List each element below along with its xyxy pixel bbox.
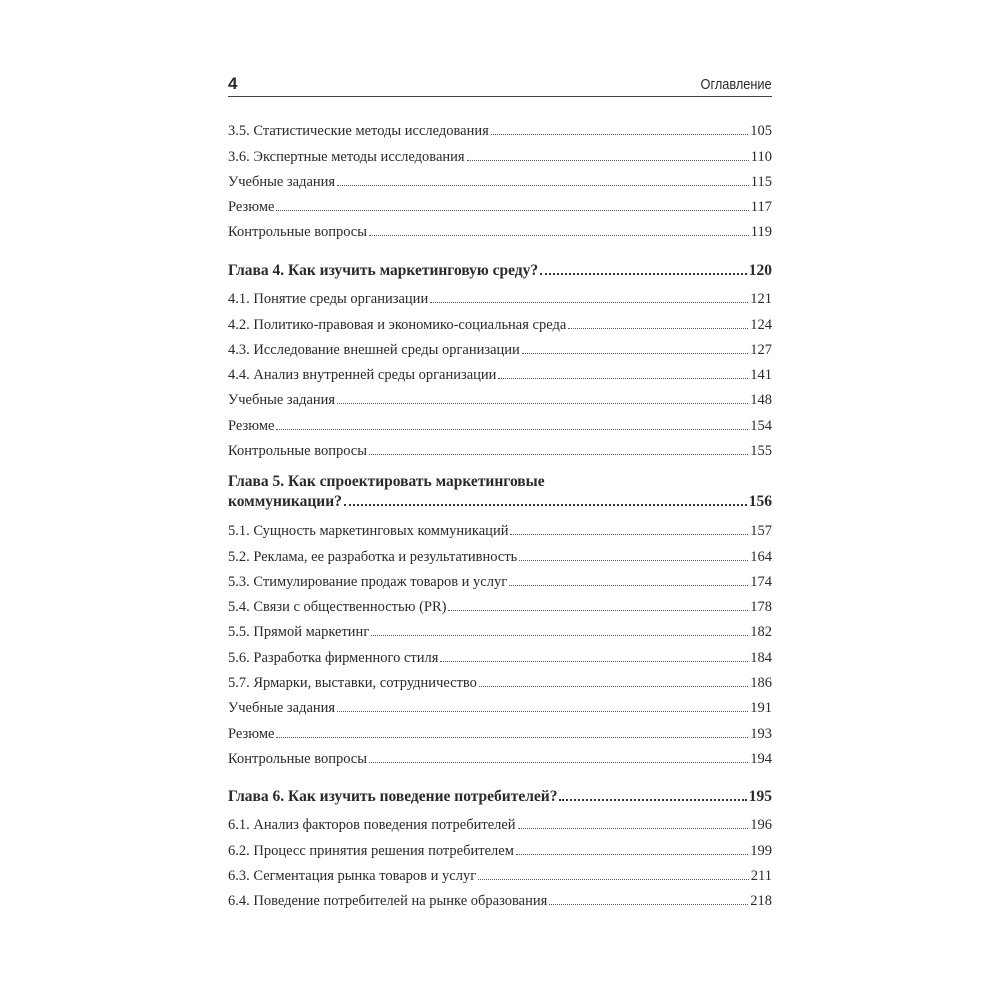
dot-leader: [522, 353, 748, 354]
toc-entry[interactable]: [228, 409, 772, 434]
dot-leader: [448, 610, 748, 611]
page-number: 4: [228, 74, 238, 93]
dot-leader: [568, 328, 748, 329]
page-reference: 115: [750, 173, 772, 190]
toc-entry[interactable]: [228, 860, 772, 885]
toc-entry[interactable]: [228, 359, 772, 384]
entry-title: 3.6. Экспертные методы исследования: [228, 148, 465, 165]
page-reference: 174: [750, 573, 772, 590]
entry-title: Резюме: [228, 199, 275, 216]
toc-entry[interactable]: [228, 809, 772, 834]
dot-leader: [337, 711, 748, 712]
running-title: Оглавление: [700, 76, 772, 93]
dot-leader: [276, 429, 748, 430]
toc-entry[interactable]: [228, 743, 772, 768]
dot-leader: [491, 134, 748, 135]
toc-entry[interactable]: [228, 435, 772, 460]
toc-entry[interactable]: [228, 283, 772, 308]
page-reference: 157: [750, 523, 772, 540]
toc-entry[interactable]: [228, 334, 772, 359]
page-reference: 105: [750, 123, 772, 140]
entry-title: 5.4. Связи с общественностью (PR): [228, 599, 447, 616]
toc-entry[interactable]: [228, 641, 772, 666]
entry-title: Учебные задания: [228, 700, 336, 717]
page-reference: 182: [750, 624, 772, 641]
page-reference: 141: [750, 367, 772, 384]
toc-entry[interactable]: [228, 191, 772, 216]
dot-leader: [519, 560, 748, 561]
page-reference: 211: [750, 867, 772, 884]
entry-title: Контрольные вопросы: [228, 443, 367, 460]
toc-entry[interactable]: [228, 591, 772, 616]
dot-leader: [479, 686, 748, 687]
entry-title: 4.4. Анализ внутренней среды организации: [228, 367, 497, 384]
toc-entry[interactable]: [228, 616, 772, 641]
dot-leader: [369, 762, 748, 763]
toc-group-chapter-4: [228, 257, 772, 460]
entry-title: Глава 4. Как изучить маркетинговую среду?: [228, 262, 539, 279]
entry-title: Контрольные вопросы: [228, 750, 367, 767]
dot-leader: [369, 454, 748, 455]
toc-entry[interactable]: [228, 384, 772, 409]
page-reference: 155: [750, 443, 772, 460]
entry-title: Учебные задания: [228, 173, 336, 190]
toc-entry[interactable]: [228, 885, 772, 910]
dot-leader: [276, 210, 748, 211]
dot-leader: [510, 534, 748, 535]
chapter-heading[interactable]: [228, 491, 772, 511]
toc-group-chapter-3: [228, 115, 772, 241]
toc-entry[interactable]: [228, 115, 772, 140]
entry-title: 5.7. Ярмарки, выставки, сотрудничество: [228, 675, 477, 692]
page-reference: 199: [750, 842, 772, 859]
page-reference: 195: [748, 788, 772, 805]
dot-leader: [467, 160, 749, 161]
dot-leader: [337, 185, 749, 186]
entry-title: 3.5. Статистические методы исследования: [228, 123, 489, 140]
entry-title: Резюме: [228, 725, 275, 742]
dot-leader: [371, 635, 748, 636]
dot-leader: [549, 904, 748, 905]
entry-title: Учебные задания: [228, 392, 336, 409]
toc-entry[interactable]: [228, 692, 772, 717]
page-reference: 120: [748, 262, 772, 279]
entry-title: 5.5. Прямой маркетинг: [228, 624, 370, 641]
dot-leader: [516, 854, 748, 855]
entry-title: 6.2. Процесс принятия решения потребителем: [228, 842, 514, 859]
page-reference: 186: [750, 675, 772, 692]
toc-entry[interactable]: [228, 717, 772, 742]
entry-title: Контрольные вопросы: [228, 224, 367, 241]
dot-leader: [559, 799, 746, 801]
entry-title: 5.3. Стимулирование продаж товаров и услуг: [228, 573, 508, 590]
page-reference: 184: [750, 649, 772, 666]
dot-leader: [276, 737, 748, 738]
entry-title: 4.2. Политико-правовая и экономико-социальная среда: [228, 316, 567, 333]
toc-group-chapter-6: [228, 783, 772, 910]
page-reference: 164: [750, 548, 772, 565]
page-reference: 148: [750, 392, 772, 409]
dot-leader: [430, 302, 748, 303]
toc-entry[interactable]: [228, 515, 772, 540]
entry-title: 4.1. Понятие среды организации: [228, 291, 429, 308]
entry-title: 5.6. Разработка фирменного стиля: [228, 649, 439, 666]
toc-entry[interactable]: [228, 216, 772, 241]
dot-leader: [540, 273, 747, 275]
page-reference: 117: [750, 199, 772, 216]
page-reference: 154: [750, 417, 772, 434]
page-reference: 110: [750, 148, 772, 165]
entry-title: Глава 6. Как изучить поведение потребителей?: [228, 788, 558, 805]
toc-entry[interactable]: [228, 166, 772, 191]
toc-entry[interactable]: [228, 834, 772, 859]
entry-title: 6.1. Анализ факторов поведения потребителей: [228, 817, 516, 834]
toc-entry[interactable]: [228, 667, 772, 692]
page-reference: 119: [750, 224, 772, 241]
chapter-heading[interactable]: [228, 257, 772, 280]
toc-entry[interactable]: [228, 540, 772, 565]
entry-title: 5.1. Сущность маркетинговых коммуникаций: [228, 523, 509, 540]
page-reference: 196: [750, 817, 772, 834]
dot-leader: [509, 585, 748, 586]
page-header: [228, 74, 772, 97]
entry-title: Резюме: [228, 417, 275, 434]
dot-leader: [478, 879, 749, 880]
entry-title: 6.4. Поведение потребителей на рынке образования: [228, 893, 548, 910]
page-reference: 156: [748, 493, 772, 510]
dot-leader: [518, 828, 749, 829]
dot-leader: [498, 378, 748, 379]
dot-leader: [344, 504, 747, 506]
dot-leader: [440, 661, 748, 662]
entry-title: коммуникации?: [228, 493, 342, 510]
chapter-heading-line: Глава 5. Как спроектировать маркетинговые: [228, 473, 545, 490]
entry-title: 4.3. Исследование внешней среды организации: [228, 341, 520, 358]
dot-leader: [369, 235, 749, 236]
page-reference: 127: [750, 341, 772, 358]
page-reference: 218: [750, 893, 772, 910]
page-reference: 121: [750, 291, 772, 308]
chapter-heading[interactable]: [228, 783, 772, 806]
dot-leader: [337, 403, 748, 404]
toc-entry[interactable]: [228, 566, 772, 591]
page-reference: 124: [750, 316, 772, 333]
entry-title: 5.2. Реклама, ее разработка и результативность: [228, 548, 518, 565]
page-reference: 178: [750, 599, 772, 616]
toc-entry[interactable]: [228, 140, 772, 165]
page-reference: 193: [750, 725, 772, 742]
toc-group-chapter-5: [228, 472, 772, 768]
toc-entry[interactable]: [228, 308, 772, 333]
page-reference: 194: [750, 750, 772, 767]
page-reference: 191: [750, 700, 772, 717]
entry-title: 6.3. Сегментация рынка товаров и услуг: [228, 867, 477, 884]
